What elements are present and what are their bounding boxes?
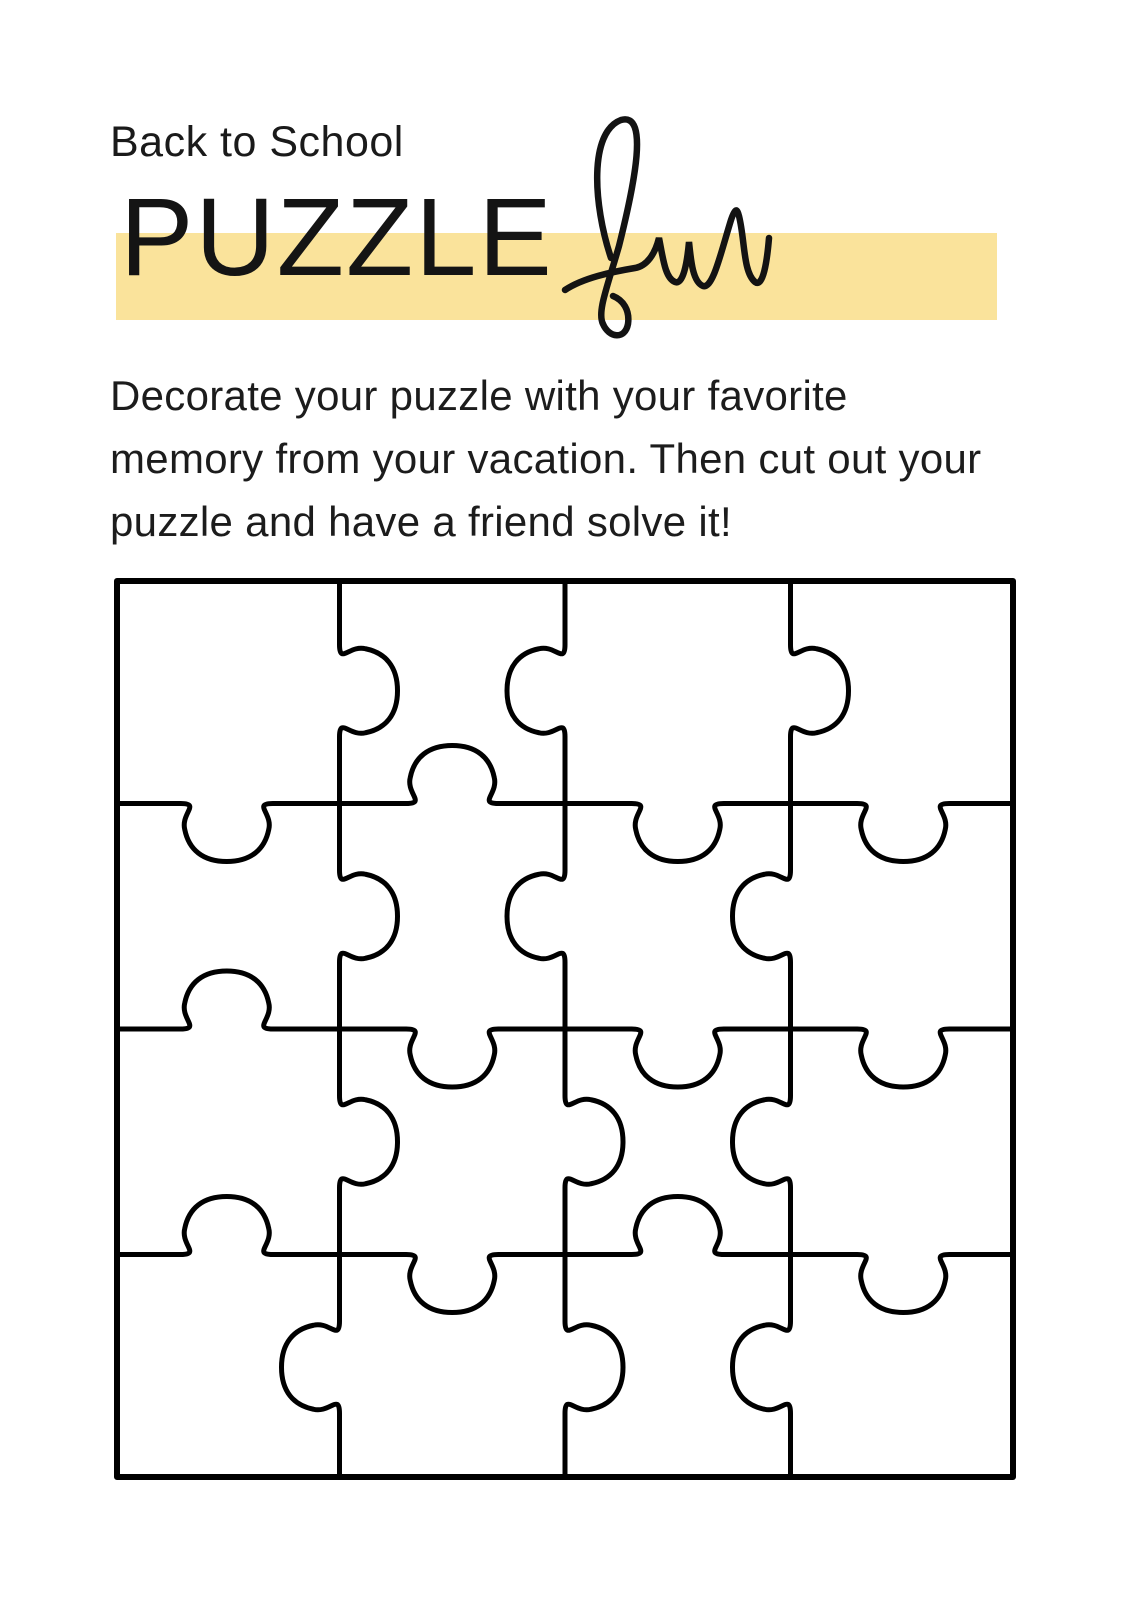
page-title: PUZZLE (120, 176, 554, 299)
puzzle-cut-line (340, 1029, 566, 1087)
puzzle-cut-line (733, 804, 791, 1030)
puzzle-cut-line (565, 1197, 791, 1255)
kicker-text: Back to School (110, 118, 404, 166)
script-f-stroke (597, 119, 637, 335)
puzzle-cut-line (507, 804, 565, 1030)
puzzle-cut-line (114, 1197, 340, 1255)
puzzle-cut-line (340, 804, 398, 1030)
script-un-stroke (565, 210, 769, 290)
instructions-line-3: puzzle and have a friend solve it! (110, 498, 732, 545)
puzzle-cut-line (114, 804, 340, 862)
instructions-paragraph (110, 364, 1040, 553)
puzzle-cut-line (565, 1029, 623, 1255)
puzzle-cut-line (114, 971, 340, 1029)
puzzle-cut-line (733, 1029, 791, 1255)
puzzle-cut-line (507, 578, 565, 804)
puzzle-cut-line (340, 1029, 398, 1255)
puzzle-cut-line (565, 1255, 623, 1481)
puzzle-cut-line (791, 1029, 1017, 1087)
puzzle-cut-line (791, 804, 1017, 862)
puzzle-cut-line (791, 1255, 1017, 1313)
puzzle-grid-svg (114, 578, 1016, 1480)
puzzle-cut-line (340, 1255, 566, 1313)
script-fun-word (535, 112, 775, 342)
instructions-line-2: memory from your vacation. Then cut out your (110, 435, 982, 482)
puzzle-cut-line (791, 578, 849, 804)
puzzle-cut-line (340, 578, 398, 804)
puzzle-cut-line (733, 1255, 791, 1481)
puzzle-cut-line (282, 1255, 340, 1481)
instructions-line-1: Decorate your puzzle with your favorite (110, 372, 848, 419)
puzzle-cut-line (565, 1029, 791, 1087)
puzzle-grid (114, 578, 1016, 1480)
puzzle-cut-line (340, 746, 566, 804)
puzzle-cut-line (565, 804, 791, 862)
